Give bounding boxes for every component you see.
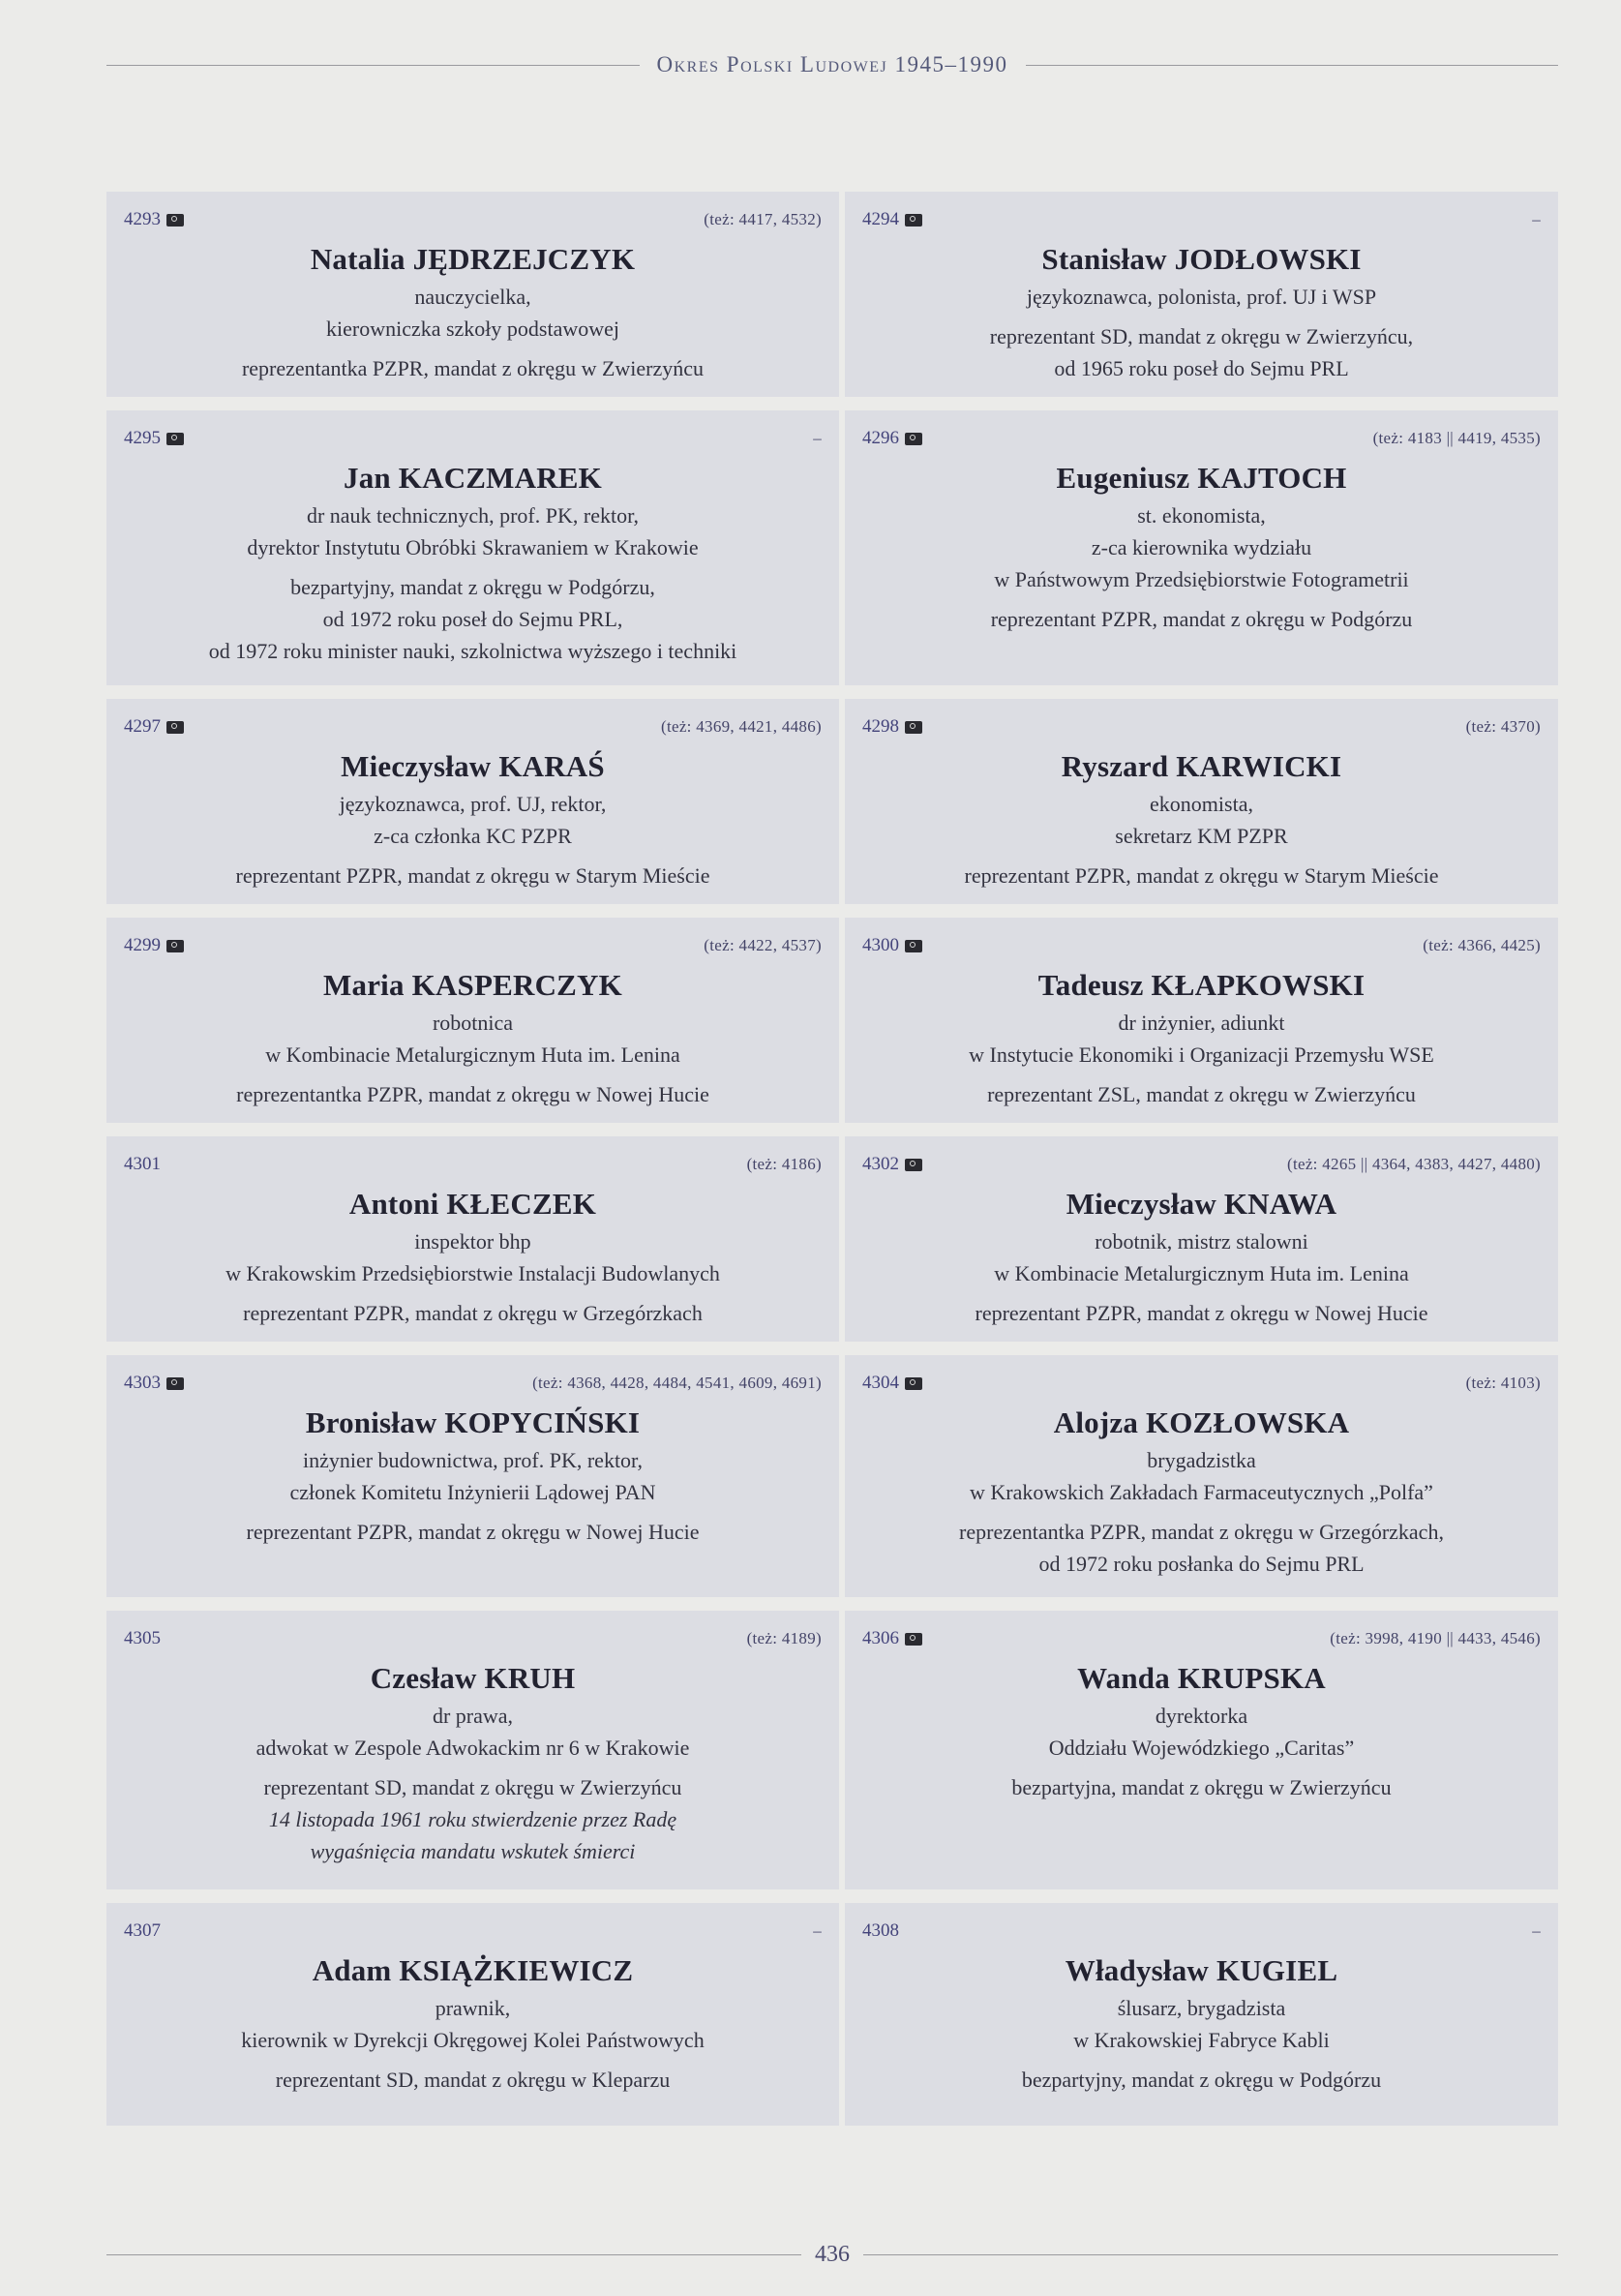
spacer [124, 1071, 822, 1078]
occupation-line: językoznawca, polonista, prof. UJ i WSP [1026, 285, 1377, 309]
occupation-line: adwokat w Zespole Adwokackim nr 6 w Krakowie [255, 1736, 690, 1760]
occupation-line: brygadzistka [1147, 1448, 1256, 1472]
entry-id-group [862, 1154, 922, 1175]
entry-id-group [124, 1920, 161, 1942]
mandate-line: bezpartyjny, mandat z okręgu w Podgórzu, [290, 575, 655, 599]
running-head [106, 50, 1558, 79]
person-name: Alojza KOZŁOWSKA [1053, 1405, 1350, 1439]
person-name: Bronisław KOPYCIŃSKI [305, 1405, 641, 1439]
occupation-line: robotnik, mistrz stalowni [1095, 1229, 1308, 1254]
entry-cross-reference: (też: 4422, 4537) [704, 936, 822, 954]
entry-number: 4307 [124, 1920, 161, 1941]
person-name: Maria KASPERCZYK [323, 968, 622, 1002]
occupation-line: w Kombinacie Metalurgicznym Huta im. Lenina [265, 1042, 680, 1067]
spacer [862, 1289, 1541, 1297]
occupation-line: kierownik w Dyrekcji Okręgowej Kolei Państwowych [241, 2028, 705, 2052]
entry-id-group [124, 209, 184, 230]
entry-number: 4296 [862, 428, 899, 448]
entry-header [862, 1136, 1541, 1187]
entry-card [845, 699, 1558, 904]
header-rule-right [1026, 65, 1559, 66]
entry-number: 4298 [862, 716, 899, 737]
photo-icon [905, 1159, 922, 1171]
occupation-line: inżynier budownictwa, prof. PK, rektor, [302, 1448, 644, 1472]
entry-cross-reference: – [1532, 210, 1541, 228]
running-title: Okres Polski Ludowej 1945–1990 [656, 52, 1008, 76]
occupation-line: w Krakowskim Przedsiębiorstwie Instalacji Budowlanych [225, 1261, 720, 1285]
mandate-line: bezpartyjny, mandat z okręgu w Podgórzu [1021, 2068, 1382, 2092]
entry-card [845, 1903, 1558, 2126]
entry-card [106, 918, 839, 1123]
spacer [124, 1289, 822, 1297]
photo-icon [166, 940, 184, 952]
entry-card [106, 1903, 839, 2126]
entry-number: 4306 [862, 1628, 899, 1648]
mandate-line: reprezentant PZPR, mandat z okręgu w Starym Mieście [964, 863, 1439, 888]
spacer [862, 1508, 1541, 1516]
mandate-line: reprezentant PZPR, mandat z okręgu w Podgórzu [990, 607, 1413, 631]
footer-rule-right [863, 2254, 1558, 2255]
mandate-line: od 1965 roku poseł do Sejmu PRL [1054, 356, 1349, 380]
entry-cross-reference: (też: 4370) [1465, 717, 1541, 736]
entry-header [124, 1611, 822, 1661]
entry-id-group [862, 209, 922, 230]
mandate-line: reprezentant SD, mandat z okręgu w Zwierzyńcu [263, 1775, 682, 1799]
spacer [124, 2056, 822, 2064]
entry-header [862, 1611, 1541, 1661]
entry-header [862, 192, 1541, 242]
occupation-line: ślusarz, brygadzista [1117, 1996, 1286, 2020]
entry-id-group [862, 1628, 922, 1649]
occupation-line: w Państwowym Przedsiębiorstwie Fotogrametrii [994, 567, 1409, 591]
person-name: Stanisław JODŁOWSKI [1041, 242, 1362, 276]
spacer [124, 1764, 822, 1771]
occupation-line: ekonomista, [1150, 792, 1253, 816]
entry-number: 4301 [124, 1154, 161, 1174]
occupation-line: st. ekonomista, [1137, 503, 1266, 528]
entry-id-group [862, 428, 922, 449]
entry-number: 4308 [862, 1920, 899, 1941]
mandate-line: reprezentant PZPR, mandat z okręgu w Grzegórzkach [243, 1301, 703, 1325]
entry-header [124, 1355, 822, 1405]
entry-header [862, 1903, 1541, 1953]
mandate-line: reprezentant PZPR, mandat z okręgu w Starym Mieście [235, 863, 710, 888]
photo-icon [905, 433, 922, 445]
spacer [124, 1508, 822, 1516]
occupation-line: prawnik, [435, 1996, 511, 2020]
occupation-line: członek Komitetu Inżynierii Lądowej PAN [289, 1480, 656, 1504]
photo-icon [166, 1377, 184, 1390]
entry-id-group [124, 935, 184, 956]
spacer [124, 345, 822, 352]
entry-id-group [124, 1154, 161, 1175]
entry-number: 4300 [862, 935, 899, 955]
occupation-line: w Instytucie Ekonomiki i Organizacji Przemysłu WSE [969, 1042, 1434, 1067]
spacer [124, 852, 822, 860]
mandate-line: reprezentantka PZPR, mandat z okręgu w Zwierzyńcu [241, 356, 705, 380]
entry-id-group [124, 716, 184, 738]
entry-cross-reference: (też: 4369, 4421, 4486) [660, 717, 822, 736]
photo-icon [166, 214, 184, 227]
occupation-line: dr prawa, [432, 1704, 514, 1728]
entry-number: 4293 [124, 209, 161, 229]
photo-icon [166, 721, 184, 734]
person-name: Wanda KRUPSKA [1077, 1661, 1326, 1695]
mandate-line: reprezentantka PZPR, mandat z okręgu w Nowej Hucie [236, 1082, 709, 1106]
footer-rule-left [106, 2254, 801, 2255]
entry-id-group [862, 1920, 899, 1942]
entry-header [124, 699, 822, 749]
spacer [862, 1764, 1541, 1771]
entry-id-group [862, 716, 922, 738]
spacer [862, 852, 1541, 860]
entry-number: 4294 [862, 209, 899, 229]
entry-card [845, 192, 1558, 397]
occupation-line: dr inżynier, adiunkt [1118, 1011, 1285, 1035]
entry-header [124, 1903, 822, 1953]
entry-card [106, 1611, 839, 1889]
entry-number: 4295 [124, 428, 161, 448]
occupation-line: dyrektorka [1155, 1704, 1248, 1728]
entry-card [845, 918, 1558, 1123]
entry-cross-reference: (też: 4366, 4425) [1423, 936, 1541, 954]
spacer [862, 1071, 1541, 1078]
photo-icon [166, 433, 184, 445]
entry-cross-reference: (też: 4186) [746, 1155, 822, 1173]
entry-card [106, 1136, 839, 1342]
person-name: Adam KSIĄŻKIEWICZ [312, 1953, 634, 1987]
entry-cross-reference: (też: 4183 || 4419, 4535) [1372, 429, 1541, 447]
note-line: wygaśnięcia mandatu wskutek śmierci [310, 1839, 636, 1863]
entry-header [124, 410, 822, 461]
entry-cross-reference: (też: 4368, 4428, 4484, 4541, 4609, 4691) [532, 1374, 822, 1392]
person-name: Natalia JĘDRZEJCZYK [310, 242, 636, 276]
entry-card [845, 410, 1558, 685]
occupation-line: w Kombinacie Metalurgicznym Huta im. Lenina [994, 1261, 1409, 1285]
entry-card [845, 1136, 1558, 1342]
occupation-line: Oddziału Wojewódzkiego „Caritas” [1048, 1736, 1355, 1760]
entry-number: 4305 [124, 1628, 161, 1648]
photo-icon [905, 940, 922, 952]
photo-icon [905, 1377, 922, 1390]
occupation-line: w Krakowskich Zakładach Farmaceutycznych „Polfa” [970, 1480, 1433, 1504]
entry-header [862, 918, 1541, 968]
occupation-line: robotnica [432, 1011, 514, 1035]
entry-header [862, 1355, 1541, 1405]
mandate-line: reprezentant PZPR, mandat z okręgu w Nowej Hucie [246, 1520, 700, 1544]
occupation-line: dr nauk technicznych, prof. PK, rektor, [306, 503, 640, 528]
occupation-line: kierowniczka szkoły podstawowej [325, 317, 620, 341]
person-name: Ryszard KARWICKI [1061, 749, 1342, 783]
occupation-line: językoznawca, prof. UJ, rektor, [339, 792, 607, 816]
entry-cross-reference: – [813, 1921, 822, 1940]
photo-icon [905, 1633, 922, 1646]
spacer [124, 563, 822, 571]
entry-number: 4302 [862, 1154, 899, 1174]
entry-card [106, 410, 839, 685]
occupation-line: dyrektor Instytutu Obróbki Skrawaniem w Krakowie [247, 535, 699, 559]
person-name: Eugeniusz KAJTOCH [1056, 461, 1347, 495]
page-footer [106, 2240, 1558, 2269]
entry-cross-reference: (też: 4417, 4532) [704, 210, 822, 228]
mandate-line: reprezentant ZSL, mandat z okręgu w Zwierzyńcu [987, 1082, 1416, 1106]
entry-number: 4297 [124, 716, 161, 737]
occupation-line: z-ca członka KC PZPR [374, 824, 572, 848]
entry-number: 4304 [862, 1373, 899, 1393]
entry-card [106, 1355, 839, 1597]
entry-cross-reference: (też: 3998, 4190 || 4433, 4546) [1330, 1629, 1541, 1647]
mandate-line: reprezentant SD, mandat z okręgu w Zwierzyńcu, [989, 324, 1414, 348]
occupation-line: inspektor bhp [414, 1229, 531, 1254]
occupation-line: z-ca kierownika wydziału [1091, 535, 1312, 559]
mandate-line: od 1972 roku posłanka do Sejmu PRL [1038, 1552, 1365, 1576]
entry-card [845, 1355, 1558, 1597]
entry-header [124, 918, 822, 968]
page-number: 436 [815, 2241, 850, 2267]
entry-cross-reference: – [1532, 1921, 1541, 1940]
person-name: Antoni KŁECZEK [348, 1187, 597, 1221]
entry-header [124, 192, 822, 242]
entry-cross-reference: (też: 4189) [746, 1629, 822, 1647]
person-name: Mieczysław KARAŚ [341, 749, 605, 783]
person-name: Czesław KRUH [370, 1661, 576, 1695]
spacer [862, 2056, 1541, 2064]
entry-header [124, 1136, 822, 1187]
entry-card [106, 699, 839, 904]
mandate-line: reprezentantka PZPR, mandat z okręgu w Grzegórzkach, [959, 1520, 1444, 1544]
entry-card [845, 1611, 1558, 1889]
spacer [862, 595, 1541, 603]
entry-id-group [862, 1373, 922, 1394]
mandate-line: od 1972 roku minister nauki, szkolnictwa wyższego i techniki [208, 639, 737, 663]
photo-icon [905, 721, 922, 734]
entry-id-group [862, 935, 922, 956]
entry-cross-reference: (też: 4265 || 4364, 4383, 4427, 4480) [1286, 1155, 1541, 1173]
mandate-line: reprezentant SD, mandat z okręgu w Kleparzu [275, 2068, 671, 2092]
entry-id-group [124, 1628, 161, 1649]
entry-header [862, 699, 1541, 749]
person-name: Władysław KUGIEL [1065, 1953, 1338, 1987]
entry-cross-reference: – [813, 429, 822, 447]
person-name: Jan KACZMAREK [344, 461, 602, 495]
entries-grid [106, 192, 1558, 2126]
person-name: Tadeusz KŁAPKOWSKI [1037, 968, 1366, 1002]
mandate-line: bezpartyjna, mandat z okręgu w Zwierzyńcu [1011, 1775, 1392, 1799]
person-name: Mieczysław KNAWA [1066, 1187, 1337, 1221]
entry-number: 4303 [124, 1373, 161, 1393]
entry-card [106, 192, 839, 397]
photo-icon [905, 214, 922, 227]
entry-header [862, 410, 1541, 461]
spacer [862, 313, 1541, 320]
occupation-line: nauczycielka, [414, 285, 531, 309]
note-line: 14 listopada 1961 roku stwierdzenie przez Radę [268, 1807, 677, 1831]
entry-id-group [124, 1373, 184, 1394]
entry-number: 4299 [124, 935, 161, 955]
occupation-line: w Krakowskiej Fabryce Kabli [1073, 2028, 1330, 2052]
mandate-line: reprezentant PZPR, mandat z okręgu w Nowej Hucie [975, 1301, 1428, 1325]
mandate-line: od 1972 roku poseł do Sejmu PRL, [322, 607, 623, 631]
entry-cross-reference: (też: 4103) [1465, 1374, 1541, 1392]
entry-id-group [124, 428, 184, 449]
header-rule-left [106, 65, 640, 66]
occupation-line: sekretarz KM PZPR [1115, 824, 1288, 848]
